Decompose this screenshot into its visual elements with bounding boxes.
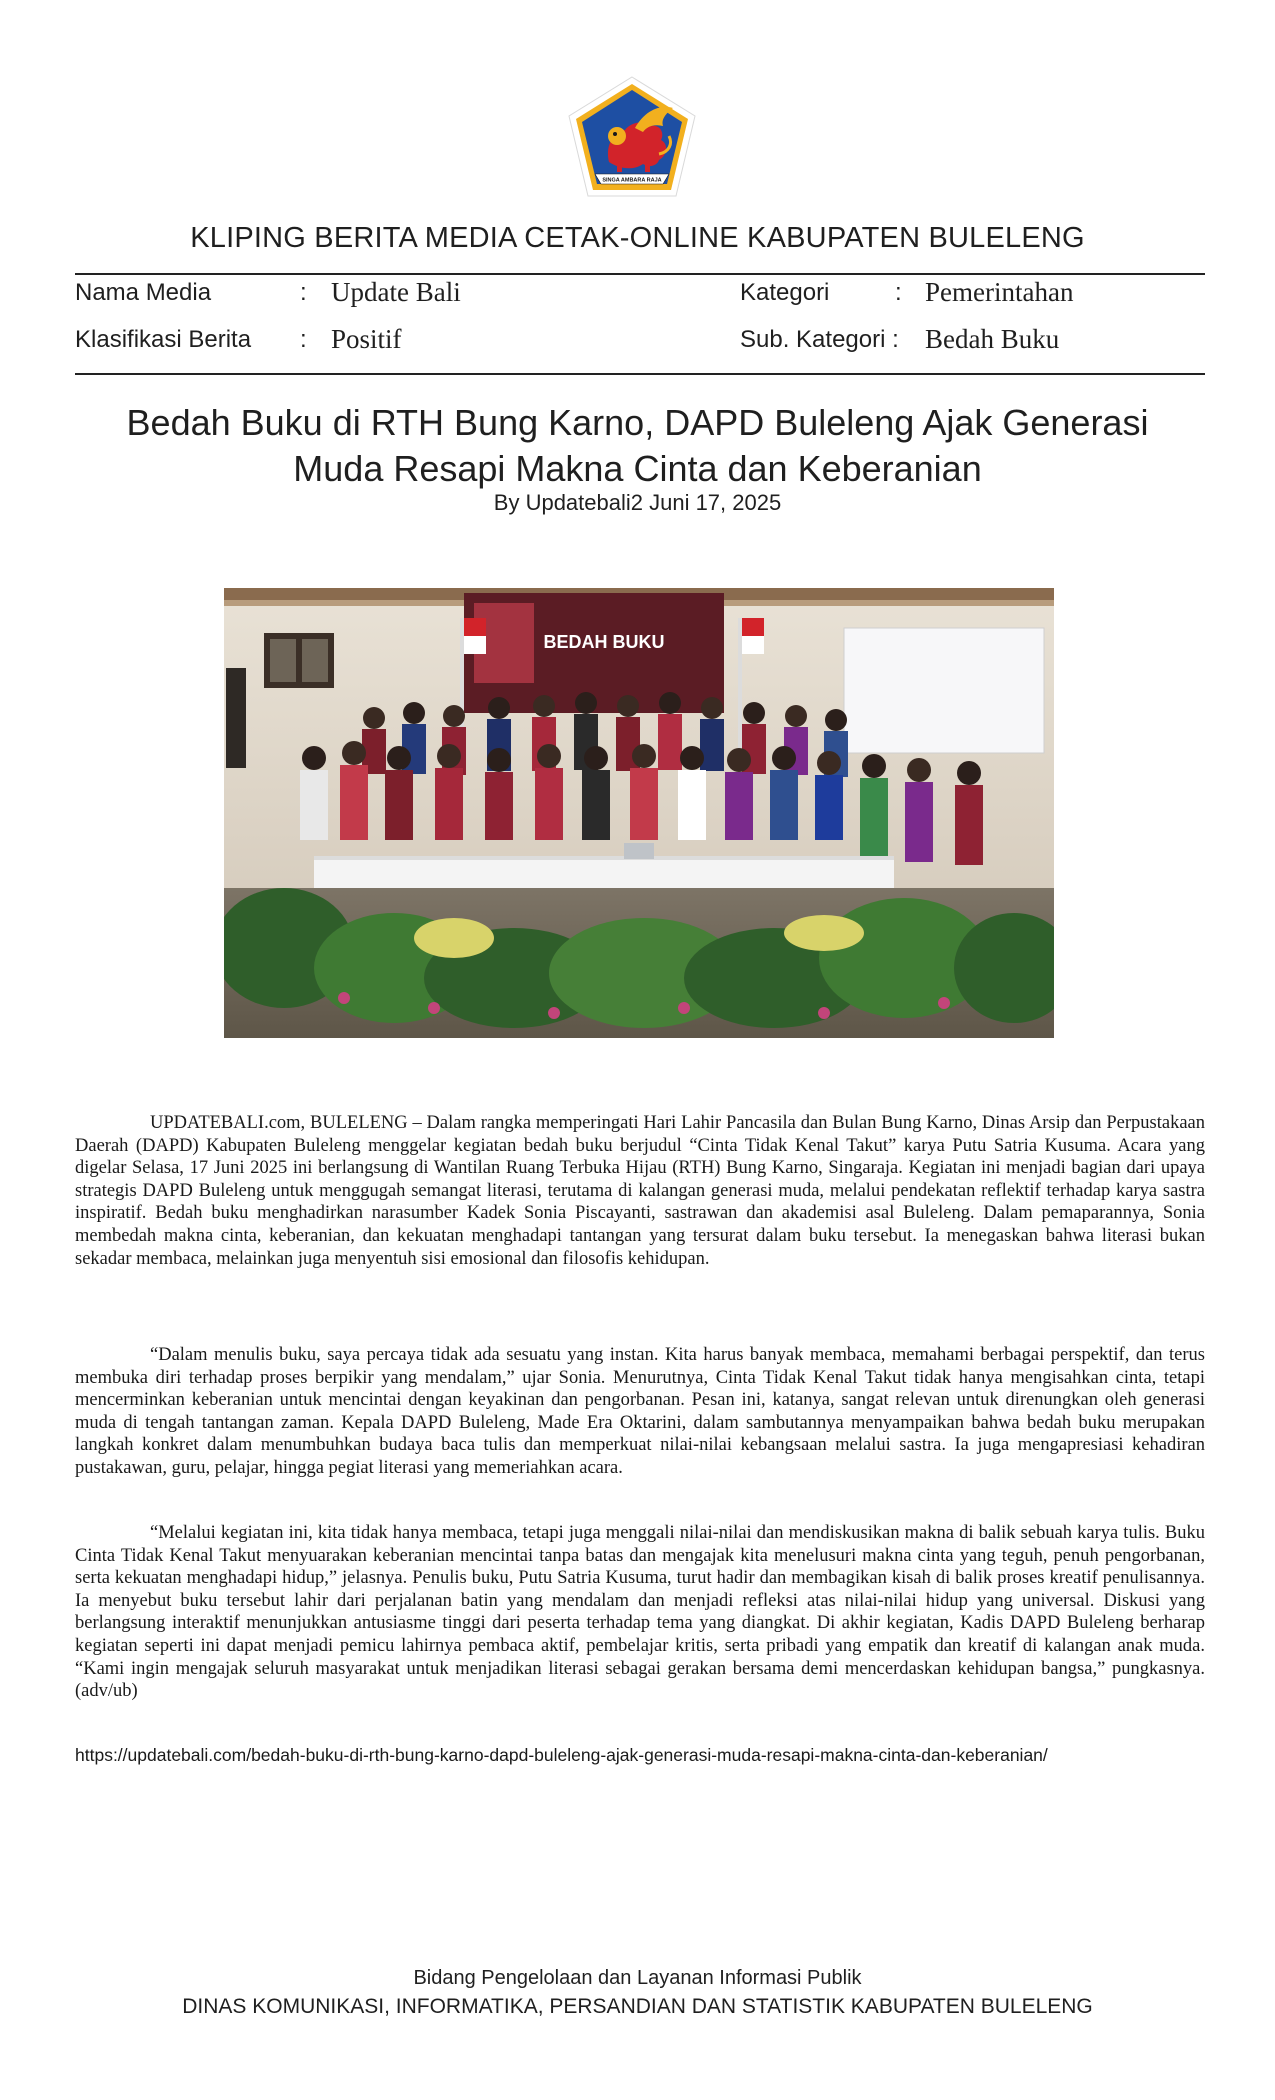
kategori-colon: :	[895, 279, 902, 306]
article-paragraph: “Melalui kegiatan ini, kita tidak hanya membaca, tetapi juga menggali nilai-nilai dan mendiskusikan makna di balik sebuah karya tulis. Buku Cinta Tidak Kenal Takut menyuarakan keberanian mencintai tanpa batas dan mengajak kita menelusuri makna cinta yang teguh, penuh pengorbanan, serta kekuatan menghadapi hidup,” jelasnya. Penulis buku, Putu Satria Kusuma, turut hadir dan membagikan kisah di balik proses kreatif penulisannya. Ia menyebut buku tersebut lahir dari perjalanan batin yang mendalam dan menjadi refleksi atas nilai-nilai hidup yang universal. Diskusi yang berlangsung interaktif menunjukkan antusiasme tinggi dari peserta terhadap tema yang diangkat. Di akhir kegiatan, Kadis DAPD Buleleng berharap kegiatan seperti ini dapat menjadi pemicu lahirnya pembaca aktif, pembelajar kritis, serta pribadi yang empatik dan kreatif di kalangan anak muda. “Kami ingin mengajak seluruh masyarakat untuk menjadikan literasi sebagai gerakan bersama demi mencerdaskan kehidupan bangsa,” pungkasnya.(adv/ub)	[75, 1523, 1205, 1702]
kategori-label: Kategori	[740, 279, 830, 306]
source-url-text: https://updatebali.com/bedah-buku-di-rth-bung-karno-dapd-buleleng-ajak-generasi-muda-resapi-makna-cinta-dan-keberanian/	[75, 1745, 1048, 1765]
sub-kategori-value: Bedah Buku	[925, 324, 1060, 354]
kategori-value: Pemerintahan	[925, 277, 1074, 307]
article-paragraph: “Dalam menulis buku, saya percaya tidak ada sesuatu yang instan. Kita harus banyak membaca, memahami berbagai perspektif, dan terus membuka diri terhadap proses berpikir yang mendalam,” ujar Sonia. Menurutnya, Cinta Tidak Kenal Takut tidak hanya mengisahkan cinta, tetapi mencerminkan keberanian untuk mencintai dengan keyakinan dan pengorbanan. Pesan ini, katanya, sangat relevan untuk direnungkan oleh generasi muda di tengah tantangan zaman. Kepala DAPD Buleleng, Made Era Oktarini, dalam sambutannya menyampaikan bahwa bedah buku merupakan langkah konkret dalam menumbuhkan budaya baca tulis dan memperkuat nilai-nilai kebangsaan melalui sastra. Ia juga mengapresiasi kehadiran pustakawan, guru, pelajar, hingga pegiat literasi yang memeriahkan acara.	[75, 1345, 1205, 1478]
article-byline: By Updatebali2 Juni 17, 2025	[493, 490, 782, 515]
event-group-photo	[224, 588, 1054, 1038]
article-title: Bedah Buku di RTH Bung Karno, DAPD Buleleng Ajak Generasi Muda Resapi Makna Cinta dan Keberanian	[126, 402, 1149, 489]
regency-crest-logo	[565, 74, 700, 199]
header-bottom-rule	[75, 373, 1205, 375]
footer-division-name: Bidang Pengelolaan dan Layanan Informasi Publik	[413, 1967, 862, 1989]
sub-kategori-label: Sub. Kategori :	[740, 326, 899, 353]
clipping-header-title: KLIPING BERITA MEDIA CETAK-ONLINE KABUPATEN BULELENG	[190, 222, 1085, 254]
group-photo-illustration	[224, 588, 1054, 1038]
klasifikasi-berita-colon: :	[300, 326, 307, 353]
crest-motto-ribbon	[565, 74, 700, 199]
header-top-rule	[75, 273, 1205, 275]
nama-media-value: Update Bali	[331, 277, 461, 307]
nama-media-label: Nama Media	[75, 279, 212, 306]
crest-motto-text: SINGA AMBARA RAJA	[602, 177, 662, 184]
klasifikasi-berita-label: Klasifikasi Berita	[75, 326, 252, 353]
article-paragraph: UPDATEBALI.com, BULELENG – Dalam rangka memperingati Hari Lahir Pancasila dan Bulan Bung Karno, Dinas Arsip dan Perpustakaan Daerah (DAPD) Kabupaten Buleleng menggelar kegiatan bedah buku berjudul “Cinta Tidak Kenal Takut” karya Putu Satria Kusuma. Acara yang digelar Selasa, 17 Juni 2025 ini berlangsung di Wantilan Ruang Terbuka Hijau (RTH) Bung Karno, Singaraja. Kegiatan ini menjadi bagian dari upaya strategis DAPD Buleleng untuk menggugah semangat literasi, terutama di kalangan generasi muda, melalui pendekatan reflektif terhadap karya sastra inspiratif. Bedah buku menghadirkan narasumber Kadek Sonia Piscayanti, sastrawan dan akademisi asal Buleleng. Dalam pemaparannya, Sonia membedah makna cinta, keberanian, dan kekuatan menghadapi tantangan yang tersurat dalam buku tersebut. Ia menegaskan bahwa literasi bukan sekadar membaca, melainkan juga menyentuh sisi emosional dan filosofis kehidupan.	[75, 1113, 1205, 1269]
nama-media-colon: :	[300, 279, 307, 306]
banner-text: BEDAH BUKU	[543, 632, 665, 652]
footer-agency-name: DINAS KOMUNIKASI, INFORMATIKA, PERSANDIAN DAN STATISTIK KABUPATEN BULELENG	[182, 1995, 1093, 2018]
klasifikasi-berita-value: Positif	[331, 324, 402, 354]
